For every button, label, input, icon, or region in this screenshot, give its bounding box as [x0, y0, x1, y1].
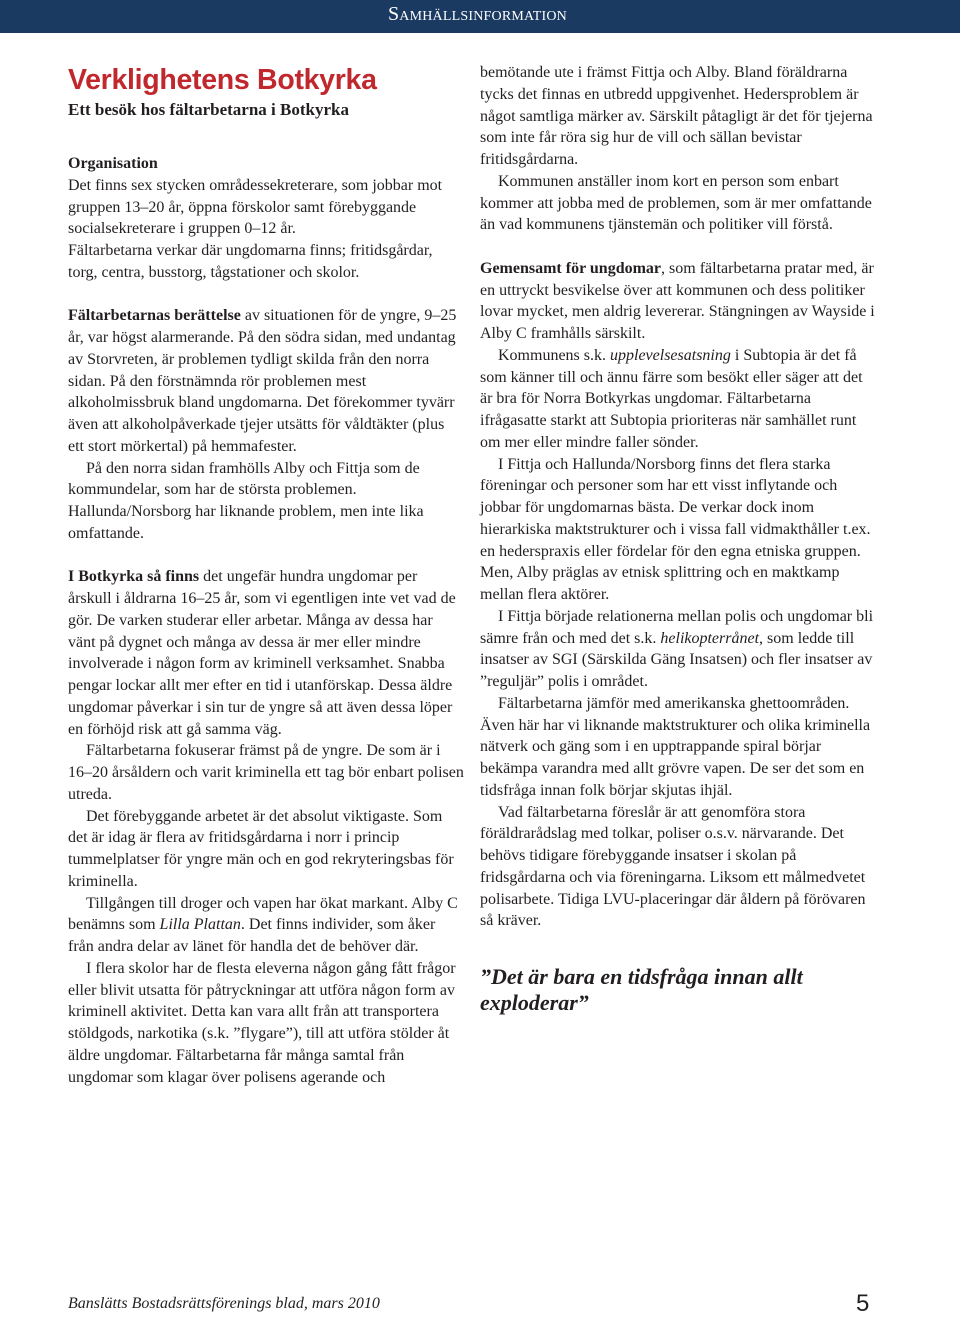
- paragraph: På den norra sidan framhölls Alby och Fittja som de kommundelar, som har de största problemen. Hallunda/Norsborg har liknande problem, men inte lika omfattande.: [68, 459, 424, 542]
- footer-publication: Banslätts Bostadsrättsförenings blad, mars 2010: [68, 1295, 380, 1312]
- section-title: Samhällsinformation: [387, 3, 567, 25]
- paragraph: I flera skolor har de flesta eleverna någon gång fått frågor eller blivit utsatta för påtryckningar att utföra någon form av kriminell aktivitet. Detta kan vara allt från att transportera stöldgods, narkotika (s.k. ”flygare”), till att utföra stölder åt äldre ungdomar. Fältarbetarna får många samtal från ungdomar som klagar över polisens agerande och: [68, 959, 456, 1086]
- paragraph: Det förebyggande arbetet är det absolut viktigaste. Som det är idag är flera av fritidsgårdarna i norr i princip tummelplatser för yngre män och en god rekryteringsbas för kriminella.: [68, 807, 454, 890]
- paragraph: Det finns sex stycken områdessekreterare, som jobbar mot gruppen 13–20 år, öppna förskolor samt förebyggande socialsekreterare i gruppen 0–12 år.: [68, 176, 443, 238]
- paragraph: I Fittja började relationerna mellan polis och ungdomar bli sämre från och med det s.k. helikopterrånet, som ledde till insatser av SGI (Särskilda Gäng Insatsen) och fler insatser av ”reguljär” polis i området.: [480, 607, 874, 690]
- section-header-bar: [0, 0, 960, 33]
- paragraph-lead: Fältarbetarnas berättelse: [68, 307, 241, 325]
- paragraph: Fältarbetarna fokuserar främst på de yngre. De som är i 16–20 årsåldern och varit kriminella ett tag bör enbart polisen utreda.: [68, 742, 464, 803]
- article-title: Verklighetens Botkyrka: [68, 64, 377, 96]
- paragraph: Kommunen anställer inom kort en person som enbart kommer att jobba med de problemen, som är mer omfattande än vad kommunens tjänstemän och politiker vill förstå.: [480, 172, 872, 234]
- paragraph: Fältarbetarnas berättelse av situationen för de yngre, 9–25 år, var högst alarmerande. På den södra sidan, med undantag av Storvreten, är problemen tydligt skilda från den norra sidan. På den förstnämnda rör problemen mest alkoholmissbruk bland ungdomarna. Det förekommer tyvärr även att alkoholpåverkade tjejer utsätts för våldtäkter (plus ett stort mörkertal) på hemmafester.: [68, 307, 457, 455]
- pull-quote: ”Det är bara en tidsfråga innan allt exploderar”: [480, 964, 803, 1015]
- paragraph-lead: I Botkyrka så finns: [68, 568, 200, 586]
- paragraph-lead: Gemensamt för ungdomar: [480, 259, 662, 277]
- paragraph: I Fittja och Hallunda/Norsborg finns det flera starka föreningar och personer som har ett visst inflytande och jobbar för ungdomarnas bästa. De verkar dock inom hierarkiska maktstrukturer och i vissa fall vidmakthåller t.ex. en hederspraxis eller fördelar för den egna etniska gruppen. Men, Alby präglas av etnisk splittring och en maktkamp mellan flera aktörer.: [480, 455, 871, 603]
- paragraph: Fältarbetarna jämför med amerikanska ghettoområden. Även här har vi liknande maktstrukturer och olika kriminella nätverk och gäng som i en upptrappande spiral börjar bekämpa varandra med allt grövre vapen. De ser det som en tidsfråga innan folk börjar skjutas ihjäl.: [480, 694, 871, 799]
- paragraph: Vad fältarbetarna föreslår är att genomföra stora föräldrarådslag med tolkar, poliser o.s.v. närvarande. Det behövs tidigare förebyggande insatser i skolan på fridsgårdarna och via föreningarna. Liksom ett målmedvetet polisarbete. Tidiga LVU-placeringar där åldern på förövaren så kräver.: [480, 803, 866, 930]
- page-number: 5: [856, 1290, 870, 1317]
- right-column: [480, 62, 875, 1016]
- paragraph: I Botkyrka så finns det ungefär hundra ungdomar per årskull i åldrarna 16–25 år, som vi egentligen inte vet vad de gör. De varken studerar eller arbetar. Många av dessa har vänt på dygnet och många av dessa är mer eller mindre involverade i någon form av kriminell verksamhet. Snabba pengar lockar allt mer efter en tid i utanförskap. Dessa äldre ungdomar påverkar i sin tur de yngre så att även dessa löper en förhöjd risk att gå samma väg.: [68, 568, 456, 738]
- organisation-heading: Organisation: [68, 155, 158, 172]
- paragraph: Tillgången till droger och vapen har ökat markant. Alby C benämns som Lilla Plattan. Det finns individer, som åker från andra delar av länet för handla det de behöver där.: [68, 894, 458, 955]
- article-subtitle: Ett besök hos fältarbetarna i Botkyrka: [68, 100, 349, 119]
- left-column: [68, 62, 464, 1088]
- paragraph: Kommunens s.k. upplevelsesatsning i Subtopia är det få som känner till och ännu färre som besökt eller säger att det är bra för Norra Botkyrkas ungdomar. Fältarbetarna ifrågasatte starkt att Subtopia prioriteras när samhället runt om mer eller mindre faller sönder.: [480, 346, 863, 451]
- paragraph: bemötande ute i främst Fittja och Alby. Bland föräldrarna tycks det finnas en utbredd uppgivenhet. Hedersproblem är något samtliga märker av. Särskilt påtagligt är det för tjejerna som inte får röra sig hur de vill och sällan bevistar fritidsgårdarna.: [480, 64, 873, 168]
- paragraph: Fältarbetarna verkar där ungdomarna finns; fritidsgårdar, torg, centra, busstorg, tågstationer och skolor.: [68, 242, 433, 281]
- paragraph: Gemensamt för ungdomar, som fältarbetarna pratar med, är en uttryckt besvikelse över att kommunen och dess politiker lovar mycket, men aldrig levererar. Stängningen av Wayside i Alby C framhålls särskilt.: [480, 259, 875, 342]
